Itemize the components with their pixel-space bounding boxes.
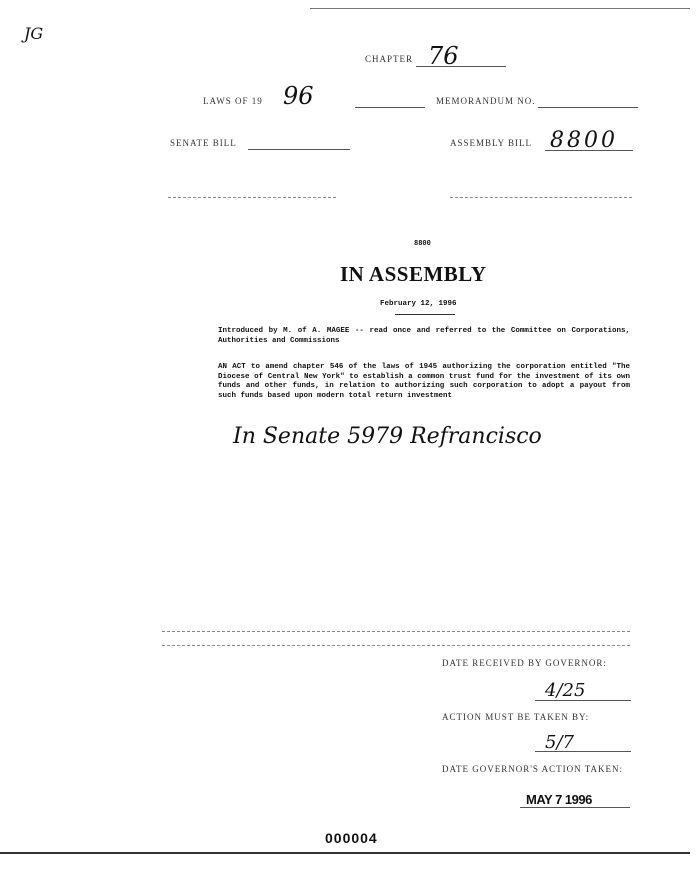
lower-rule-1 [162, 631, 630, 632]
action-by-label: ACTION MUST BE TAKEN BY: [442, 712, 590, 722]
action-taken-line [520, 807, 630, 808]
bill-date: February 12, 1996 [380, 300, 457, 308]
laws-label: LAWS OF 19 [203, 96, 263, 106]
corner-mark: JG [24, 24, 44, 43]
action-by-value: 5/7 [545, 732, 574, 753]
chapter-number: 76 [428, 42, 459, 70]
house-heading: IN ASSEMBLY [340, 262, 487, 286]
blank-line-left [168, 197, 336, 198]
senate-bill-label: SENATE BILL [170, 138, 237, 148]
bottom-rule [0, 852, 690, 854]
assembly-bill-label: ASSEMBLY BILL [450, 138, 533, 148]
assembly-bill-line [545, 150, 633, 151]
chapter-label: CHAPTER [365, 54, 414, 64]
action-by-line [535, 751, 631, 752]
memorandum-line [538, 107, 638, 108]
act-text: AN ACT to amend chapter 546 of the laws of 1945 authorizing the corporation entitled "The Diocese of Central New York" to establish a common trust fund for the investment of its own funds and other funds, in relation to authorizing such corporation to adopt a payout from such funds based upon modern total return investment [218, 363, 630, 400]
page-number: 000004 [325, 830, 378, 846]
date-received-line [535, 700, 631, 701]
date-received-label: DATE RECEIVED BY GOVERNOR: [442, 658, 607, 668]
action-taken-stamp: MAY 7 1996 [526, 792, 592, 807]
lower-rule-2 [162, 645, 630, 646]
chapter-line [416, 66, 506, 67]
senate-bill-line [248, 149, 350, 150]
assembly-bill-number: 8800 [550, 128, 618, 153]
date-received-value: 4/25 [545, 680, 586, 701]
laws-year: 96 [283, 82, 314, 110]
top-rule [310, 8, 690, 9]
laws-line [355, 107, 425, 108]
blank-line-right [450, 197, 632, 198]
date-rule [395, 314, 455, 315]
bill-number: 8800 [414, 240, 431, 248]
memorandum-label: MEMORANDUM NO. [436, 96, 536, 106]
introduced-text: Introduced by M. of A. MAGEE -- read once and referred to the Committee on Corporations, Authorities and Commissions [218, 327, 630, 345]
action-taken-label: DATE GOVERNOR'S ACTION TAKEN: [442, 764, 623, 774]
handwritten-note: In Senate 5979 Refrancisco [233, 424, 542, 449]
